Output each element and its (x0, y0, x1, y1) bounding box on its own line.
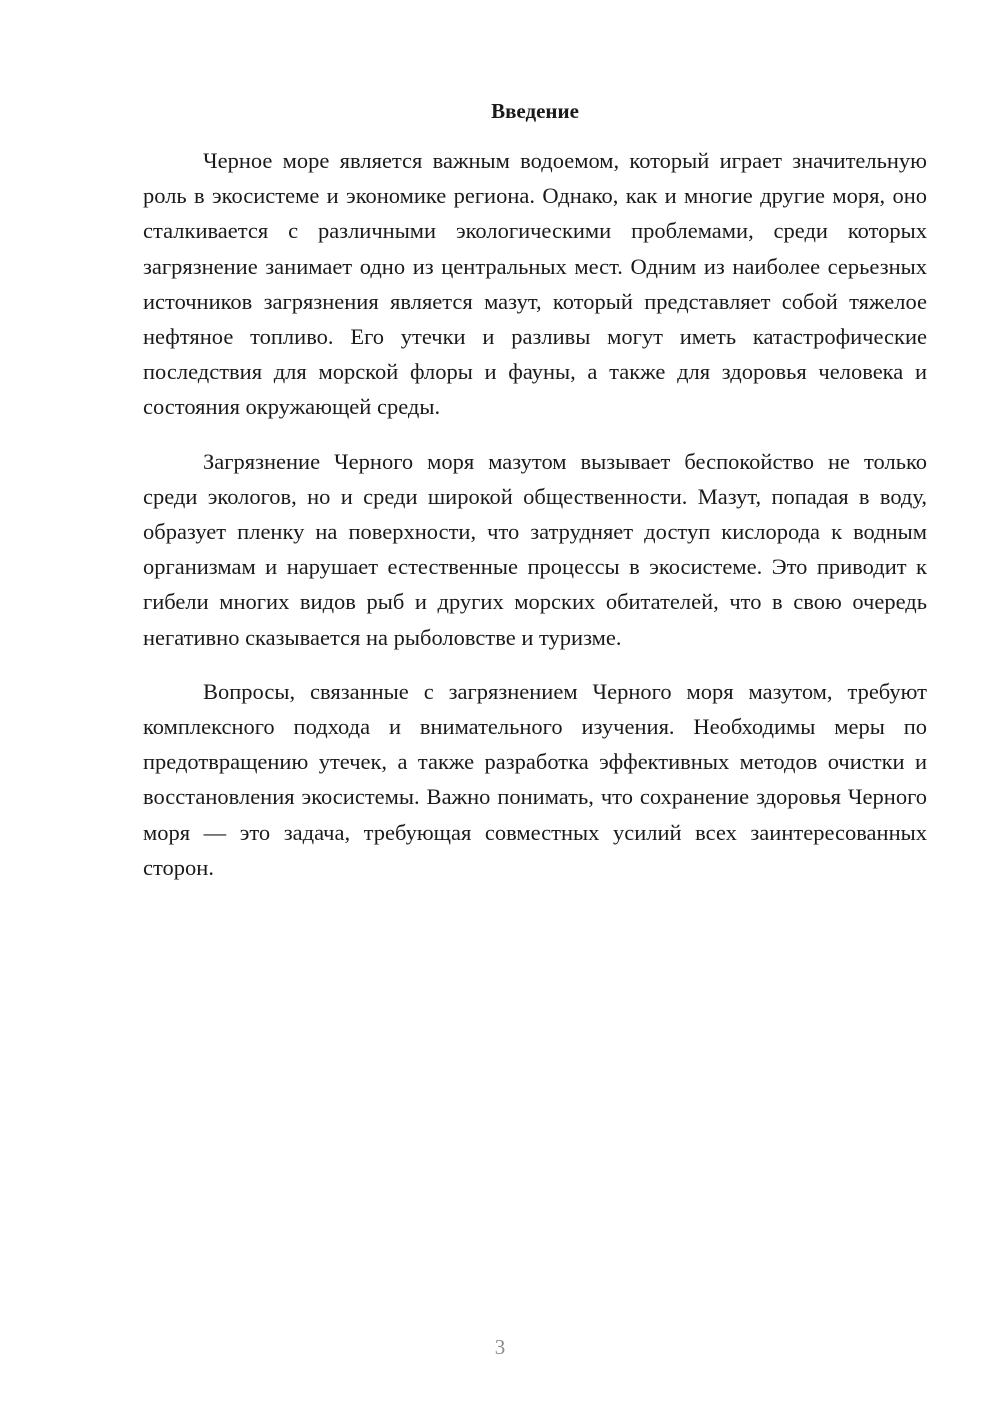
page-number: 3 (494, 1335, 506, 1359)
paragraph-2: Загрязнение Черного моря мазутом вызывает беспокойство не только среди экологов, но и среди широкой общественности. Мазут, попадая в воду, образует пленку на поверхности, что затрудняет доступ кислорода к водным организмам и нарушает естественные процессы в экосистеме. Это приводит к гибели многих видов рыб и других морских обитателей, что в свою очередь негативно сказывается на рыболовстве и туризме. (143, 448, 927, 650)
paragraph-1: Черное море является важным водоемом, который играет значительную роль в экосистеме и экономике региона. Однако, как и многие другие моря, оно сталкивается с различными экологическими проблемами, среди которых загрязнение занимает одно из центральных мест. Одним из наиболее серьезных источников загрязнения является мазут, который представляет собой тяжелое нефтяное топливо. Его утечки и разливы могут иметь катастрофические последствия для морской флоры и фауны, а также для здоровья человека и состояния окружающей среды. (143, 148, 927, 420)
body-text (143, 143, 927, 904)
page-title: Введение (491, 99, 579, 123)
paragraph-3: Вопросы, связанные с загрязнением Черного моря мазутом, требуют комплексного подхода и внимательного изучения. Необходимы меры по предотвращению утечек, а также разработка эффективных методов очистки и восстановления экосистемы. Важно понимать, что сохранение здоровья Черного моря — это задача, требующая совместных усилий всех заинтересованных сторон. (143, 678, 927, 880)
